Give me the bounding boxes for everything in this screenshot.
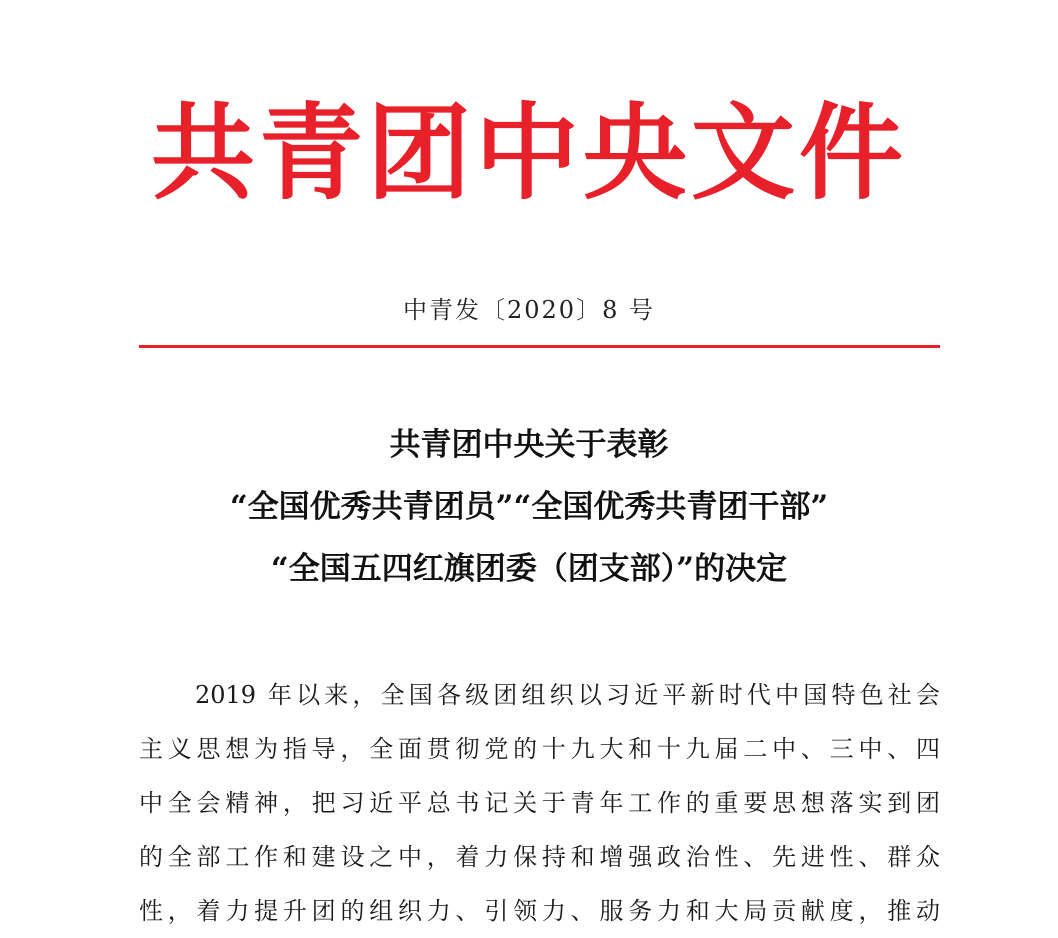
red-divider-line (139, 345, 940, 348)
body-paragraph (139, 668, 940, 938)
body-line-3: 中全会精神，把习近平总书记关于青年工作的重要思想落实到团 (139, 789, 940, 817)
decision-title-line-2: “全国优秀共青团员”“全国优秀共青团干部” (229, 489, 829, 525)
document-number: 中青发〔2020〕8 号 (403, 296, 655, 324)
body-line-4: 的全部工作和建设之中，着力保持和增强政治性、先进性、群众 (139, 843, 940, 871)
decision-title (0, 414, 1058, 600)
body-line-1: 2019 年以来，全国各级团组织以习近平新时代中国特色社会 (195, 681, 940, 709)
decision-title-line-3: “全国五四红旗团委（团支部）”的决定 (270, 551, 788, 587)
decision-title-line-1: 共青团中央关于表彰 (389, 427, 669, 463)
document-header-title: 共青团中央文件 (150, 91, 907, 214)
body-line-5: 性，着力提升团的组织力、引领力、服务力和大局贡献度，推动 (139, 897, 940, 925)
body-line-2: 主义思想为指导，全面贯彻党的十九大和十九届二中、三中、四 (139, 735, 940, 763)
